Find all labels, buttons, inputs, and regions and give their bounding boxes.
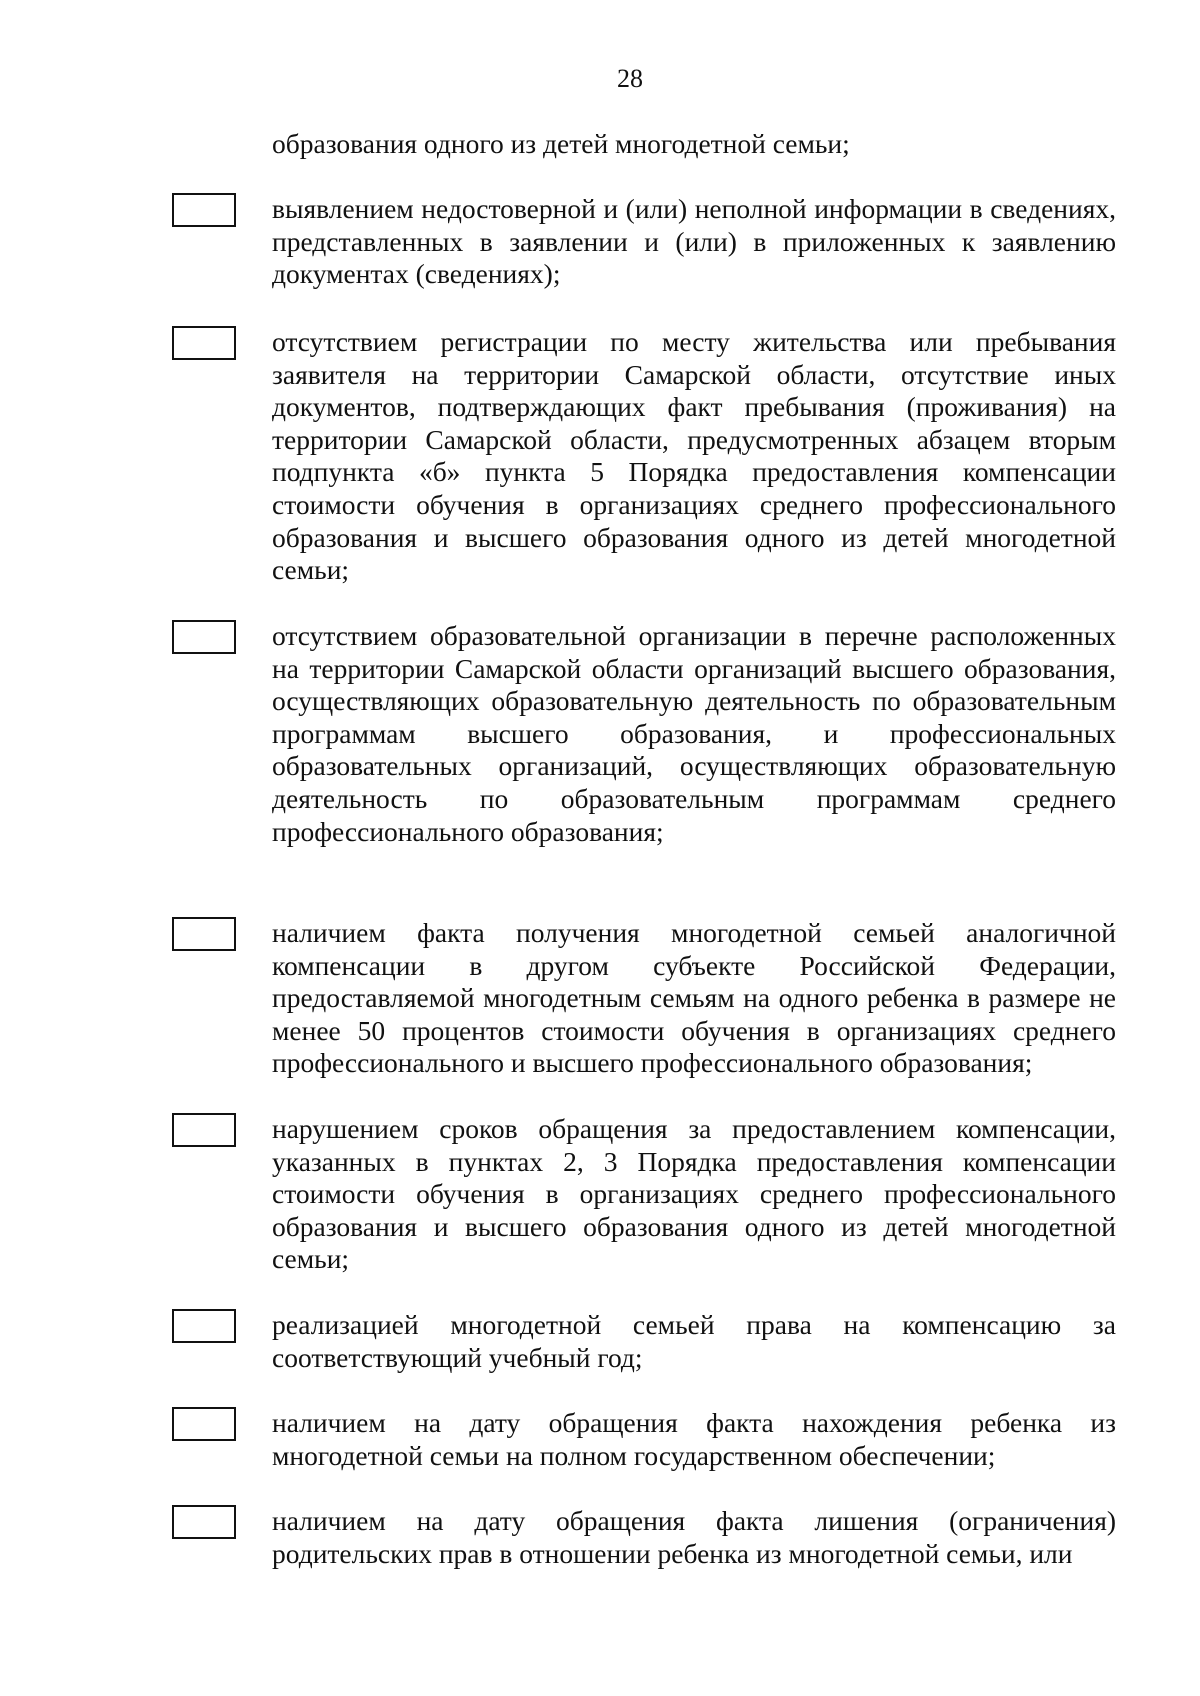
checkbox[interactable] [172,193,236,227]
checkbox[interactable] [172,1505,236,1539]
item-text: выявлением недостоверной и (или) неполной информации в сведениях, представленных в заявлении и (или) в приложенных к заявлению документах (сведениях); [272,193,1116,290]
checkbox[interactable] [172,917,236,951]
page-number: 28 [617,64,643,93]
checkbox[interactable] [172,1407,236,1441]
checkbox[interactable] [172,620,236,654]
item-text: наличием на дату обращения факта нахождения ребенка из многодетной семьи на полном государственном обеспечении; [272,1407,1116,1471]
item-text: отсутствием регистрации по месту жительства или пребывания заявителя на территории Самарской области, отсутствие иных документов, подтверждающих факт пребывания (проживания) на территории Самарской области, предусмотренных абзацем вторым подпункта «б» пункта 5 Порядка предоставления компенсации стоимости обучения в организациях среднего профессионального образования и высшего образования одного из детей многодетной семьи; [272,326,1116,586]
item-text: наличием факта получения многодетной семьей аналогичной компенсации в другом субъекте Российской Федерации, предоставляемой многодетным семьям на одного ребенка в размере не менее 50 процентов стоимости обучения в организациях среднего профессионального и высшего профессионального образования; [272,917,1116,1079]
item-text: реализацией многодетной семьей права на компенсацию за соответствующий учебный год; [272,1309,1116,1373]
item-text: нарушением сроков обращения за предоставлением компенсации, указанных в пунктах 2, 3 Порядка предоставления компенсации стоимости обучения в организациях среднего профессионального образования и высшего образования одного из детей многодетной семьи; [272,1113,1116,1275]
checkbox[interactable] [172,1309,236,1343]
item-text: отсутствием образовательной организации в перечне расположенных на территории Самарской области организаций высшего образования, осуществляющих образовательную деятельность по образовательным программам высшего образования, и профессиональных образовательных организаций, осуществляющих образовательную деятельность по образовательным программам среднего профессионального образования; [272,620,1116,847]
item-text: наличием на дату обращения факта лишения (ограничения) родительских прав в отношении ребенка из многодетной семьи, или [272,1505,1116,1569]
continuation-text: образования одного из детей многодетной семьи; [272,128,850,159]
checkbox[interactable] [172,326,236,360]
checkbox[interactable] [172,1113,236,1147]
